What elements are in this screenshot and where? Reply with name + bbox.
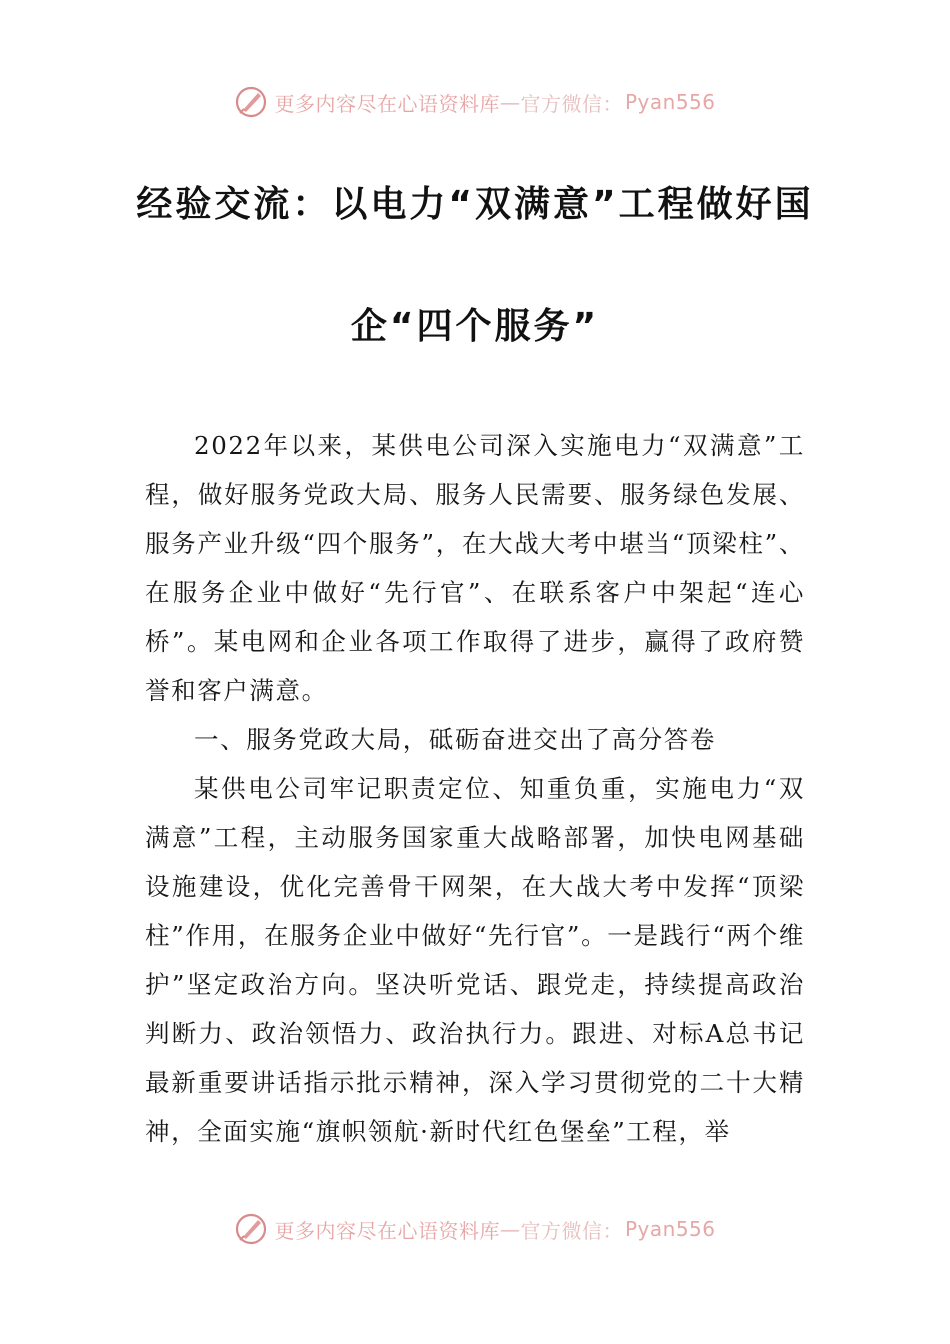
watermark-official-label: 官方微信： (520, 1218, 623, 1243)
page-title-line-1: 经验交流：以电力“双满意”工程做好国 (136, 184, 814, 225)
watermark-header (0, 82, 950, 122)
watermark-separator: — (499, 1217, 521, 1241)
watermark-separator: — (499, 90, 521, 114)
paragraph-intro: 2022年以来，某供电公司深入实施电力“双满意”工程，做好服务党政大局、服务人民需要、服务绿色发展、服务产业升级“四个服务”，在大战大考中堪当“顶梁柱”、在服务企业中做好“先行官”、在联系客户中架起“连心桥”。某电网和企业各项工作取得了进步，赢得了政府赞誉和客户满意。 (145, 431, 805, 705)
watermark-footer (0, 1209, 950, 1249)
watermark-brand: 更多内容尽在心语资料库 (274, 91, 500, 116)
page-title-line-2: 企“四个服务” (350, 306, 600, 347)
quill-logo-icon (234, 1212, 268, 1246)
section-heading-1: 一、服务党政大局，砥砺奋进交出了高分答卷 (194, 725, 716, 754)
watermark-official-label: 官方微信： (520, 91, 623, 116)
document-body (145, 421, 805, 1156)
quill-logo-icon (234, 85, 268, 119)
watermark-wechat-id: Pyan556 (624, 90, 716, 114)
watermark-brand: 更多内容尽在心语资料库 (274, 1218, 500, 1243)
watermark-wechat-id: Pyan556 (624, 1217, 716, 1241)
paragraph-section-1: 某供电公司牢记职责定位、知重负重，实施电力“双满意”工程，主动服务国家重大战略部署，加快电网基础设施建设，优化完善骨干网架，在大战大考中发挥“顶梁柱”作用，在服务企业中做好“先行官”。一是践行“两个维护”坚定政治方向。坚决听党话、跟党走，持续提高政治判断力、政治领悟力、政治执行力。跟进、对标A总书记最新重要讲话指示批示精神，深入学习贯彻党的二十大精神，全面实施“旗帜领航·新时代红色堡垒”工程，举 (145, 774, 805, 1146)
